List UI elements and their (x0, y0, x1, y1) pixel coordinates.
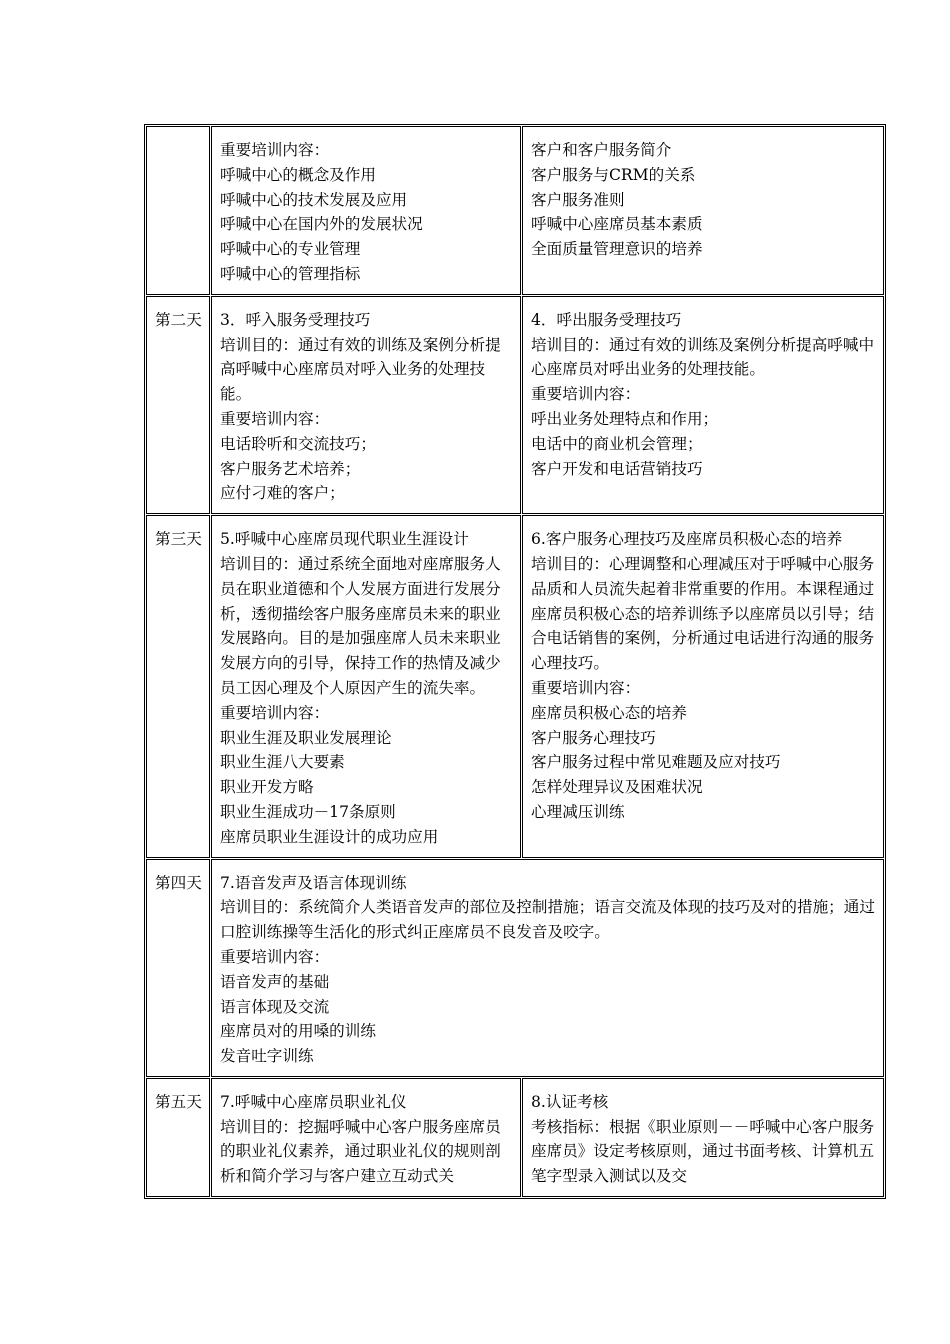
table-row (146, 1078, 884, 1197)
text-line: 职业生涯成功－17条原则 (220, 802, 396, 821)
text-line: 客户服务艺术培养； (220, 459, 361, 478)
training-goal: 培训目的：通过有效的训练及案例分析提高呼喊中心座席员对呼出业务的处理技能。 (531, 335, 875, 379)
day-cell (146, 296, 210, 514)
text-line: 电话中的商业机会管理； (531, 434, 703, 453)
text-line: 职业生涯八大要素 (220, 753, 345, 772)
training-schedule-table (144, 124, 886, 1199)
text-line: 座席员积极心态的培养 (531, 703, 687, 722)
course-cell-full (211, 859, 884, 1077)
text-line: 客户服务准则 (531, 190, 625, 209)
text-line: 呼喊中心的概念及作用 (220, 165, 376, 184)
text-line: 重要培训内容： (531, 678, 641, 697)
table-row (146, 296, 884, 514)
text-line: 座席员对的用嗓的训练 (220, 1022, 376, 1041)
training-goal: 培训目的：通过系统全面地对座席服务人员在职业道德和个人发展方面进行发展分析，透彻描绘客户服务座席员未来的职业发展路向。目的是加强座席人员未来职业发展方向的引导，保持工作的热情及减少员工因心理及个人原因产生的流失率。 (220, 554, 501, 697)
text-line: 呼喊中心的技术发展及应用 (220, 190, 408, 209)
table-row (146, 126, 884, 295)
day-cell (146, 859, 210, 1077)
text-line: 呼喊中心座席员基本素质 (531, 215, 703, 234)
day-label: 第三天 (155, 530, 202, 549)
text-line: 客户开发和电话营销技巧 (531, 459, 703, 478)
text-line: 重要培训内容： (220, 409, 330, 428)
text-line: 客户服务与CRM的关系 (531, 165, 696, 184)
course-title: 6.客户服务心理技巧及座席员积极心态的培养 (531, 530, 843, 549)
training-goal: 培训目的：挖掘呼喊中心客户服务座席员的职业礼仪素养，通过职业礼仪的规则剖析和简介学习与客户建立互动式关 (220, 1117, 501, 1186)
text-line: 客户服务过程中常见难题及应对技巧 (531, 753, 781, 772)
assessment-criteria: 考核指标：根据《职业原则－－呼喊中心客户服务座席员》设定考核原则，通过书面考核、计算机五笔字型录入测试以及交 (531, 1117, 875, 1186)
text-line: 职业生涯及职业发展理论 (220, 728, 392, 747)
text-line: 客户服务心理技巧 (531, 728, 656, 747)
course-title: 5.呼喊中心座席员现代职业生涯设计 (220, 530, 469, 549)
training-goal: 培训目的：心理调整和心理减压对于呼喊中心服务品质和人员流失起着非常重要的作用。本课程通过座席员积极心态的培养训练予以座席员以引导；结合电话销售的案例，分析通过电话进行沟通的服务心理技巧。 (531, 554, 875, 673)
day-label: 第五天 (155, 1092, 202, 1111)
course-title: 8.认证考核 (531, 1092, 609, 1111)
text-line: 职业开发方略 (220, 778, 314, 797)
text-line: 座席员职业生涯设计的成功应用 (220, 827, 439, 846)
course-title: 7.呼喊中心座席员职业礼仪 (220, 1092, 407, 1111)
text-line: 应付刁难的客户； (220, 484, 345, 503)
text-line: 语言体现及交流 (220, 997, 330, 1016)
text-line: 客户和客户服务简介 (531, 141, 672, 159)
day-cell (146, 126, 210, 295)
course-cell-left (211, 296, 521, 514)
day-cell (146, 1078, 210, 1197)
text-line: 重要培训内容： (220, 947, 330, 966)
text-line: 呼喊中心的专业管理 (220, 240, 361, 259)
course-cell-right (522, 515, 884, 857)
table-row (146, 515, 884, 857)
course-title: 4．呼出服务受理技巧 (531, 310, 682, 329)
text-line: 电话聆听和交流技巧； (220, 434, 376, 453)
day-label: 第二天 (155, 310, 202, 329)
text-line: 发音吐字训练 (220, 1047, 314, 1066)
text-line: 呼出业务处理特点和作用； (531, 409, 719, 428)
text-line: 怎样处理异议及困难状况 (531, 778, 703, 797)
course-cell-left (211, 126, 521, 295)
training-goal: 培训目的：通过有效的训练及案例分析提高呼喊中心座席员对呼入业务的处理技能。 (220, 335, 501, 404)
course-cell-right (522, 126, 884, 295)
course-cell-right (522, 1078, 884, 1197)
text-line: 呼喊中心在国内外的发展状况 (220, 215, 423, 234)
training-goal: 培训目的：系统简介人类语音发声的部位及控制措施；语言交流及体现的技巧及对的措施；通过口腔训练操等生活化的形式纠正座席员不良发音及咬字。 (220, 898, 875, 942)
day-cell (146, 515, 210, 857)
text-line: 重要培训内容： (531, 385, 641, 404)
text-line: 心理减压训练 (531, 802, 625, 821)
course-cell-left (211, 515, 521, 857)
text-line: 语音发声的基础 (220, 972, 330, 991)
text-line: 重要培训内容： (220, 703, 330, 722)
table-row (146, 859, 884, 1077)
text-line: 重要培训内容： (220, 141, 330, 159)
day-label: 第四天 (155, 873, 202, 892)
course-cell-right (522, 296, 884, 514)
course-cell-left (211, 1078, 521, 1197)
text-line: 呼喊中心的管理指标 (220, 264, 361, 283)
course-title: 3．呼入服务受理技巧 (220, 310, 371, 329)
course-title: 7.语音发声及语言体现训练 (220, 873, 407, 892)
text-line: 全面质量管理意识的培养 (531, 240, 703, 259)
